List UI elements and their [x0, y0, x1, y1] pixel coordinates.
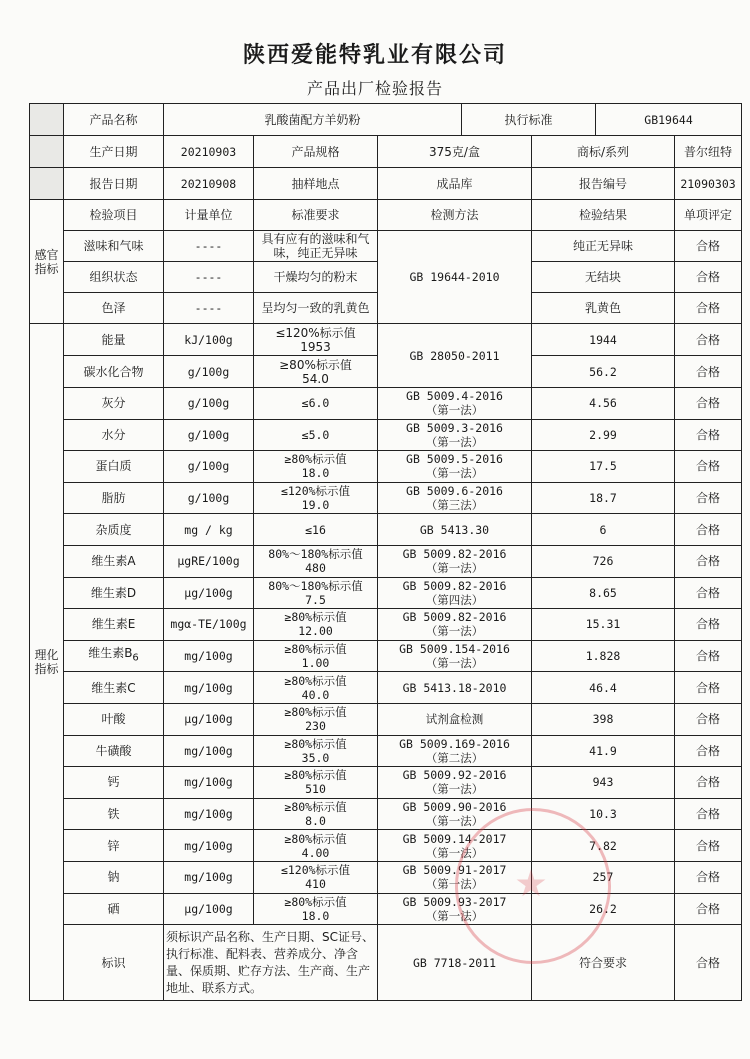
requirement: 干燥均匀的粉末 — [254, 262, 378, 293]
spec-label: 产品规格 — [254, 136, 378, 168]
unit: mg/100g — [164, 640, 254, 672]
unit: μg/100g — [164, 577, 254, 609]
evaluation: 合格 — [675, 419, 742, 451]
item-name — [64, 640, 164, 672]
unit: mg/100g — [164, 672, 254, 704]
report-no-label: 报告编号 — [532, 168, 675, 200]
table-row — [30, 672, 742, 704]
item-name: 牛磺酸 — [64, 735, 164, 767]
sampling-label: 抽样地点 — [254, 168, 378, 200]
evaluation: 合格 — [675, 861, 742, 893]
item-name: 脂肪 — [64, 482, 164, 514]
unit: g/100g — [164, 482, 254, 514]
evaluation: 合格 — [675, 925, 742, 1001]
unit: mg/100g — [164, 830, 254, 862]
result: 17.5 — [532, 451, 675, 483]
req-col-header: 标准要求 — [254, 200, 378, 231]
evaluation: 合格 — [675, 609, 742, 641]
item-col-header: 检验项目 — [64, 200, 164, 231]
method: GB 5413.18-2010 — [378, 672, 532, 704]
table-row — [30, 640, 742, 672]
physchem-group-label: 理化 指标 — [30, 324, 64, 1001]
evaluation: 合格 — [675, 798, 742, 830]
unit: kJ/100g — [164, 324, 254, 356]
table-row — [30, 609, 742, 641]
evaluation: 合格 — [675, 356, 742, 388]
requirement: ≥80%标示值 35.0 — [254, 735, 378, 767]
method: GB 5009.91-2017 （第一法） — [378, 861, 532, 893]
method: GB 5009.3-2016 （第一法） — [378, 419, 532, 451]
unit: μg/100g — [164, 893, 254, 925]
result: 943 — [532, 767, 675, 799]
evaluation: 合格 — [675, 640, 742, 672]
result: 18.7 — [532, 482, 675, 514]
unit: mg/100g — [164, 861, 254, 893]
header-row-product — [30, 104, 742, 136]
prod-date-value: 20210903 — [164, 136, 254, 168]
result: 1.828 — [532, 640, 675, 672]
evaluation: 合格 — [675, 577, 742, 609]
unit: μgRE/100g — [164, 545, 254, 577]
table-row — [30, 798, 742, 830]
evaluation: 合格 — [675, 324, 742, 356]
result: 4.56 — [532, 388, 675, 420]
evaluation: 合格 — [675, 451, 742, 483]
product-name-value: 乳酸菌配方羊奶粉 — [164, 104, 462, 136]
report-date-label: 报告日期 — [64, 168, 164, 200]
unit: ---- — [164, 293, 254, 324]
requirement: ≥80%标示值 40.0 — [254, 672, 378, 704]
table-row — [30, 324, 742, 356]
requirement: ≤5.0 — [254, 419, 378, 451]
standard-label: 执行标准 — [462, 104, 596, 136]
method-col-header: 检测方法 — [378, 200, 532, 231]
evaluation: 合格 — [675, 767, 742, 799]
brand-label: 商标/系列 — [532, 136, 675, 168]
unit: mg/100g — [164, 798, 254, 830]
item-name: 组织状态 — [64, 262, 164, 293]
method: GB 5009.14-2017 （第一法） — [378, 830, 532, 862]
evaluation: 合格 — [675, 231, 742, 262]
requirement: ≤120%标示值 410 — [254, 861, 378, 893]
table-row — [30, 514, 742, 546]
item-name: 蛋白质 — [64, 451, 164, 483]
evaluation: 合格 — [675, 830, 742, 862]
requirement: ≥80%标示值 18.0 — [254, 893, 378, 925]
requirement: ≥80%标示值 18.0 — [254, 451, 378, 483]
unit: mg/100g — [164, 735, 254, 767]
spec-value: 375克/盒 — [378, 136, 532, 168]
report-date-value: 20210908 — [164, 168, 254, 200]
result: 8.65 — [532, 577, 675, 609]
standard-value: GB19644 — [596, 104, 742, 136]
requirement: ≤120%标示值 1953 — [254, 324, 378, 356]
method: GB 5009.169-2016 （第二法） — [378, 735, 532, 767]
unit: μg/100g — [164, 703, 254, 735]
item-name: 钠 — [64, 861, 164, 893]
requirement: ≤120%标示值 19.0 — [254, 482, 378, 514]
item-name: 标识 — [64, 925, 164, 1001]
item-name: 维生素E — [64, 609, 164, 641]
item-name: 色泽 — [64, 293, 164, 324]
method: GB 5009.82-2016 （第四法） — [378, 577, 532, 609]
method: GB 19644-2010 — [378, 231, 532, 324]
requirement: ≥80%标示值 1.00 — [254, 640, 378, 672]
header-row-report — [30, 168, 742, 200]
method: GB 5009.154-2016 （第一法） — [378, 640, 532, 672]
evaluation: 合格 — [675, 293, 742, 324]
requirement: ≥80%标示值 8.0 — [254, 798, 378, 830]
table-row — [30, 767, 742, 799]
sampling-value: 成品库 — [378, 168, 532, 200]
report-no-value: 21090303 — [675, 168, 742, 200]
item-name: 维生素A — [64, 545, 164, 577]
method: GB 5413.30 — [378, 514, 532, 546]
column-header-row — [30, 200, 742, 231]
requirement: ≥80%标示值 12.00 — [254, 609, 378, 641]
evaluation: 合格 — [675, 262, 742, 293]
evaluation: 合格 — [675, 545, 742, 577]
requirement: 呈均匀一致的乳黄色 — [254, 293, 378, 324]
requirement: ≥80%标示值 510 — [254, 767, 378, 799]
table-row — [30, 735, 742, 767]
report-title: 产品出厂检验报告 — [306, 79, 443, 98]
requirement: ≥80%标示值 230 — [254, 703, 378, 735]
method: GB 5009.82-2016 （第一法） — [378, 609, 532, 641]
item-name: 水分 — [64, 419, 164, 451]
table-row — [30, 388, 742, 420]
table-row — [30, 482, 742, 514]
requirement: 具有应有的滋味和气 味，纯正无异味 — [254, 231, 378, 262]
unit: g/100g — [164, 356, 254, 388]
unit: mg/100g — [164, 767, 254, 799]
result: 26.2 — [532, 893, 675, 925]
unit: mgα-TE/100g — [164, 609, 254, 641]
requirement: 须标识产品名称、生产日期、SC证号、执行标准、配料表、营养成分、净含量、保质期、贮存方法、生产商、生产地址、联系方式。 — [164, 925, 378, 1001]
result: 41.9 — [532, 735, 675, 767]
requirement: 80%～180%标示值 480 — [254, 545, 378, 577]
result: 726 — [532, 545, 675, 577]
evaluation: 合格 — [675, 388, 742, 420]
item-name: 硒 — [64, 893, 164, 925]
evaluation: 合格 — [675, 514, 742, 546]
unit-col-header: 计量单位 — [164, 200, 254, 231]
result: 1944 — [532, 324, 675, 356]
unit: ---- — [164, 231, 254, 262]
result: 乳黄色 — [532, 293, 675, 324]
table-row — [30, 830, 742, 862]
item-name: 碳水化合物 — [64, 356, 164, 388]
table-row — [30, 545, 742, 577]
result: 15.31 — [532, 609, 675, 641]
result: 7.82 — [532, 830, 675, 862]
method: GB 5009.90-2016 （第一法） — [378, 798, 532, 830]
method: GB 5009.82-2016 （第一法） — [378, 545, 532, 577]
prod-date-label: 生产日期 — [64, 136, 164, 168]
method: GB 5009.4-2016 （第一法） — [378, 388, 532, 420]
result: 无结块 — [532, 262, 675, 293]
eval-col-header: 单项评定 — [675, 200, 742, 231]
item-name: 能量 — [64, 324, 164, 356]
unit: g/100g — [164, 419, 254, 451]
item-name: 杂质度 — [64, 514, 164, 546]
item-name: 维生素D — [64, 577, 164, 609]
company-name: 陕西爱能特乳业有限公司 — [242, 43, 507, 68]
item-name-text: 维生素B — [88, 646, 133, 661]
evaluation: 合格 — [675, 482, 742, 514]
result: 10.3 — [532, 798, 675, 830]
method: GB 5009.6-2016 （第三法） — [378, 482, 532, 514]
item-name: 叶酸 — [64, 703, 164, 735]
item-name: 铁 — [64, 798, 164, 830]
method: 试剂盒检测 — [378, 703, 532, 735]
evaluation: 合格 — [675, 735, 742, 767]
item-name: 灰分 — [64, 388, 164, 420]
table-row — [30, 419, 742, 451]
requirement: 80%～180%标示值 7.5 — [254, 577, 378, 609]
sensory-group-label: 感官 指标 — [30, 200, 64, 324]
item-name: 锌 — [64, 830, 164, 862]
result: 符合要求 — [532, 925, 675, 1001]
unit: mg / kg — [164, 514, 254, 546]
header-row-production — [30, 136, 742, 168]
table-row — [30, 861, 742, 893]
table-row — [30, 925, 742, 1001]
table-row — [30, 893, 742, 925]
requirement: ≥80%标示值 54.0 — [254, 356, 378, 388]
result: 纯正无异味 — [532, 231, 675, 262]
method: GB 5009.93-2017 （第一法） — [378, 893, 532, 925]
item-name: 钙 — [64, 767, 164, 799]
item-name: 维生素C — [64, 672, 164, 704]
table-row — [30, 577, 742, 609]
result: 2.99 — [532, 419, 675, 451]
method: GB 5009.5-2016 （第一法） — [378, 451, 532, 483]
result: 46.4 — [532, 672, 675, 704]
result: 56.2 — [532, 356, 675, 388]
result: 398 — [532, 703, 675, 735]
unit: ---- — [164, 262, 254, 293]
table-row — [30, 451, 742, 483]
unit: g/100g — [164, 388, 254, 420]
evaluation: 合格 — [675, 672, 742, 704]
requirement: ≤16 — [254, 514, 378, 546]
requirement: ≥80%标示值 4.00 — [254, 830, 378, 862]
table-row — [30, 231, 742, 262]
result-col-header: 检验结果 — [532, 200, 675, 231]
evaluation: 合格 — [675, 893, 742, 925]
table-row — [30, 703, 742, 735]
inspection-table — [29, 103, 742, 1001]
brand-value: 普尔纽特 — [675, 136, 742, 168]
item-name-subscript: 6 — [132, 652, 139, 664]
product-name-label: 产品名称 — [64, 104, 164, 136]
evaluation: 合格 — [675, 703, 742, 735]
result: 6 — [532, 514, 675, 546]
method: GB 28050-2011 — [378, 324, 532, 388]
requirement: ≤6.0 — [254, 388, 378, 420]
result: 257 — [532, 861, 675, 893]
unit: g/100g — [164, 451, 254, 483]
method: GB 5009.92-2016 （第一法） — [378, 767, 532, 799]
method: GB 7718-2011 — [378, 925, 532, 1001]
item-name: 滋味和气味 — [64, 231, 164, 262]
